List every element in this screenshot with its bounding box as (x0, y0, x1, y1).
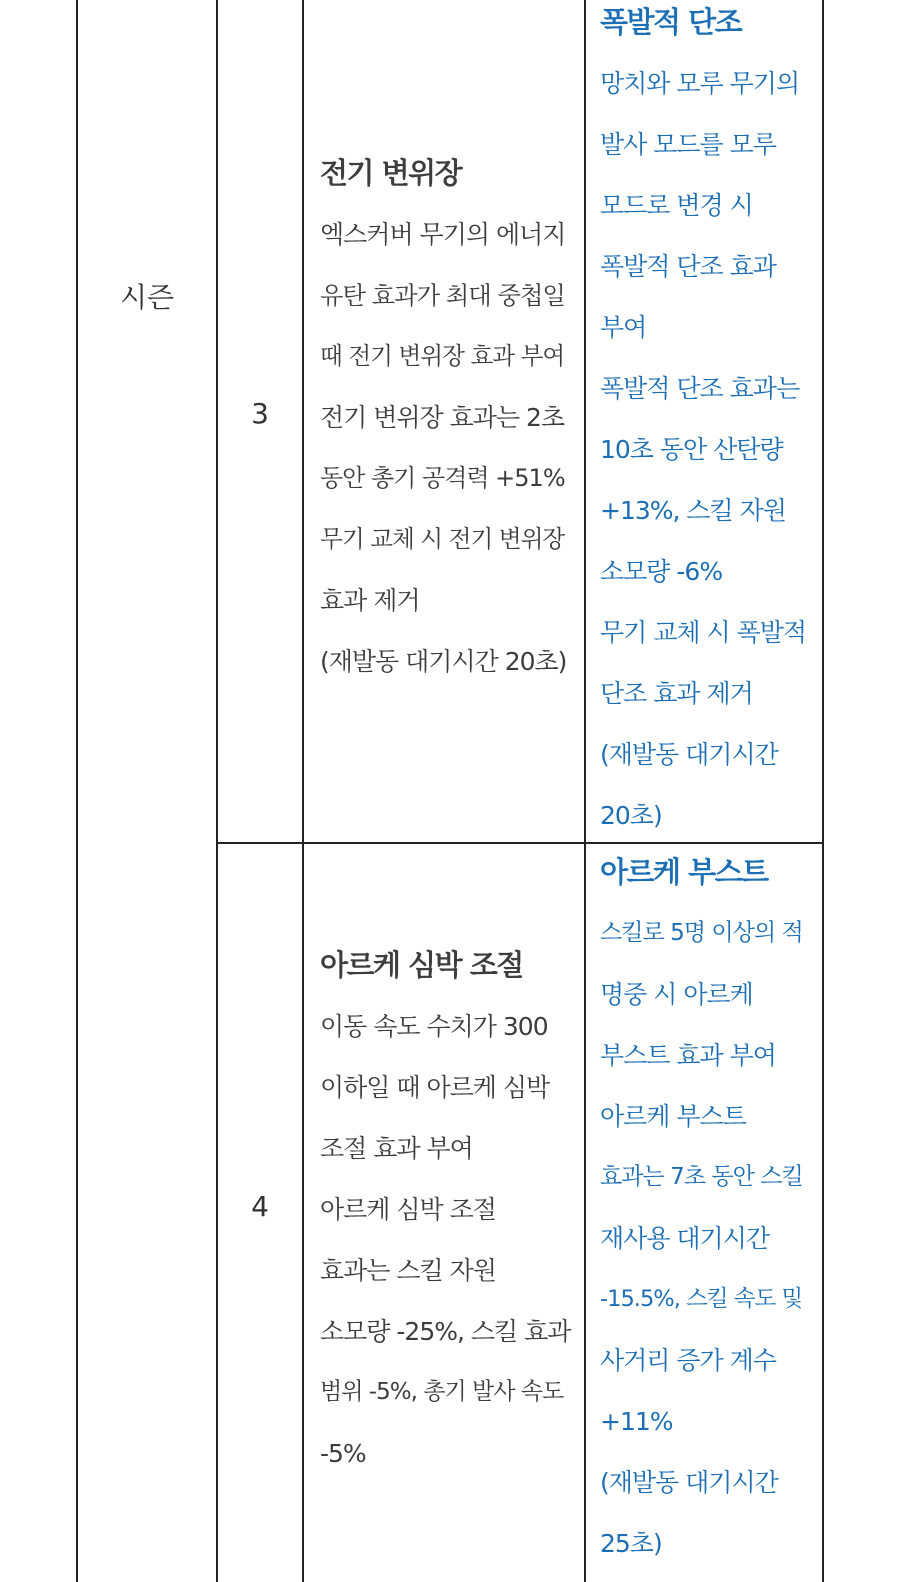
enhanced-effect-line: 발사 모드를 모루 (600, 130, 776, 159)
normal-effect-line: -5% (320, 1439, 366, 1468)
table-divider-season (216, 0, 218, 1582)
enhanced-effect-line: 25초) (600, 1529, 662, 1558)
table-border-right (822, 0, 824, 1582)
table-divider-number (302, 0, 304, 1582)
enhanced-effect-line: 망치와 모루 무기의 (600, 69, 800, 98)
normal-effect-line: 범위 -5%, 총기 발사 속도 (320, 1379, 564, 1405)
normal-effect-line: 이하일 때 아르케 심박 (320, 1073, 550, 1102)
normal-effect-line: 동안 총기 공격력 +51% (320, 464, 565, 492)
normal-effect-line: 전기 변위장 효과는 2초 (320, 403, 565, 432)
enhanced-effect-line: +13%, 스킬 자원 (600, 496, 786, 525)
normal-effect-cell (320, 935, 570, 1484)
season-label: 시즌 (119, 281, 175, 314)
enhanced-effect-line: 모드로 변경 시 (600, 191, 753, 220)
row-number: 4 (251, 1190, 269, 1223)
enhanced-effect-line: -15.5%, 스킬 속도 및 (600, 1286, 803, 1312)
normal-effect-line: 효과는 스킬 자원 (320, 1256, 496, 1285)
normal-effect-line: (재발동 대기시간 20초) (320, 647, 567, 676)
normal-effect-cell (320, 143, 570, 692)
enhanced-effect-line: 사거리 증가 계수 (600, 1346, 776, 1375)
normal-effect-line: 아르케 심박 조절 (320, 1195, 496, 1224)
normal-effect-line: 조절 효과 부여 (320, 1134, 473, 1163)
normal-effect-line: 효과 제거 (320, 586, 420, 615)
enhanced-effect-line: +11% (600, 1407, 673, 1436)
normal-effect-title: 전기 변위장 (320, 156, 462, 190)
table-border-left (76, 0, 78, 1582)
normal-effect-line: 유탄 효과가 최대 중첩일 (320, 281, 565, 310)
normal-effect-title: 아르케 심박 조절 (320, 948, 523, 982)
normal-effect-line: 엑스커버 무기의 에너지 (320, 220, 566, 249)
enhanced-effect-line: 부스트 효과 부여 (600, 1041, 776, 1070)
enhanced-effect-line: 20초) (600, 801, 662, 830)
enhanced-effect-line: 부여 (600, 313, 647, 342)
table-divider-normal (584, 0, 586, 1582)
enhanced-effect-line: 폭발적 단조 효과는 (600, 374, 800, 403)
enhanced-effect-line: 소모량 -6% (600, 557, 723, 586)
row-number: 3 (251, 397, 269, 430)
enhanced-effect-line: 단조 효과 제거 (600, 679, 753, 708)
normal-effect-line: 이동 속도 수치가 300 (320, 1012, 548, 1041)
enhanced-effect-title: 아르케 부스트 (600, 855, 768, 889)
enhanced-effect-line: 무기 교체 시 폭발적 (600, 618, 807, 647)
enhanced-effect-line: 명중 시 아르케 (600, 980, 753, 1009)
normal-effect-line: 때 전기 변위장 효과 부여 (320, 342, 565, 370)
enhanced-effect-line: (재발동 대기시간 (600, 1468, 778, 1497)
normal-effect-line: 소모량 -25%, 스킬 효과 (320, 1317, 571, 1346)
enhanced-effect-cell (600, 842, 808, 1574)
enhanced-effect-cell (600, 0, 808, 846)
enhanced-effect-title: 폭발적 단조 (600, 5, 742, 39)
enhanced-effect-line: (재발동 대기시간 (600, 740, 778, 769)
enhanced-effect-line: 효과는 7초 동안 스킬 (600, 1164, 803, 1190)
enhanced-effect-line: 아르케 부스트 (600, 1102, 746, 1131)
normal-effect-line: 무기 교체 시 전기 변위장 (320, 525, 565, 553)
enhanced-effect-line: 스킬로 5명 이상의 적 (600, 920, 803, 946)
enhanced-effect-line: 10초 동안 산탄량 (600, 435, 783, 464)
enhanced-effect-line: 폭발적 단조 효과 (600, 252, 776, 281)
enhanced-effect-line: 재사용 대기시간 (600, 1224, 769, 1253)
